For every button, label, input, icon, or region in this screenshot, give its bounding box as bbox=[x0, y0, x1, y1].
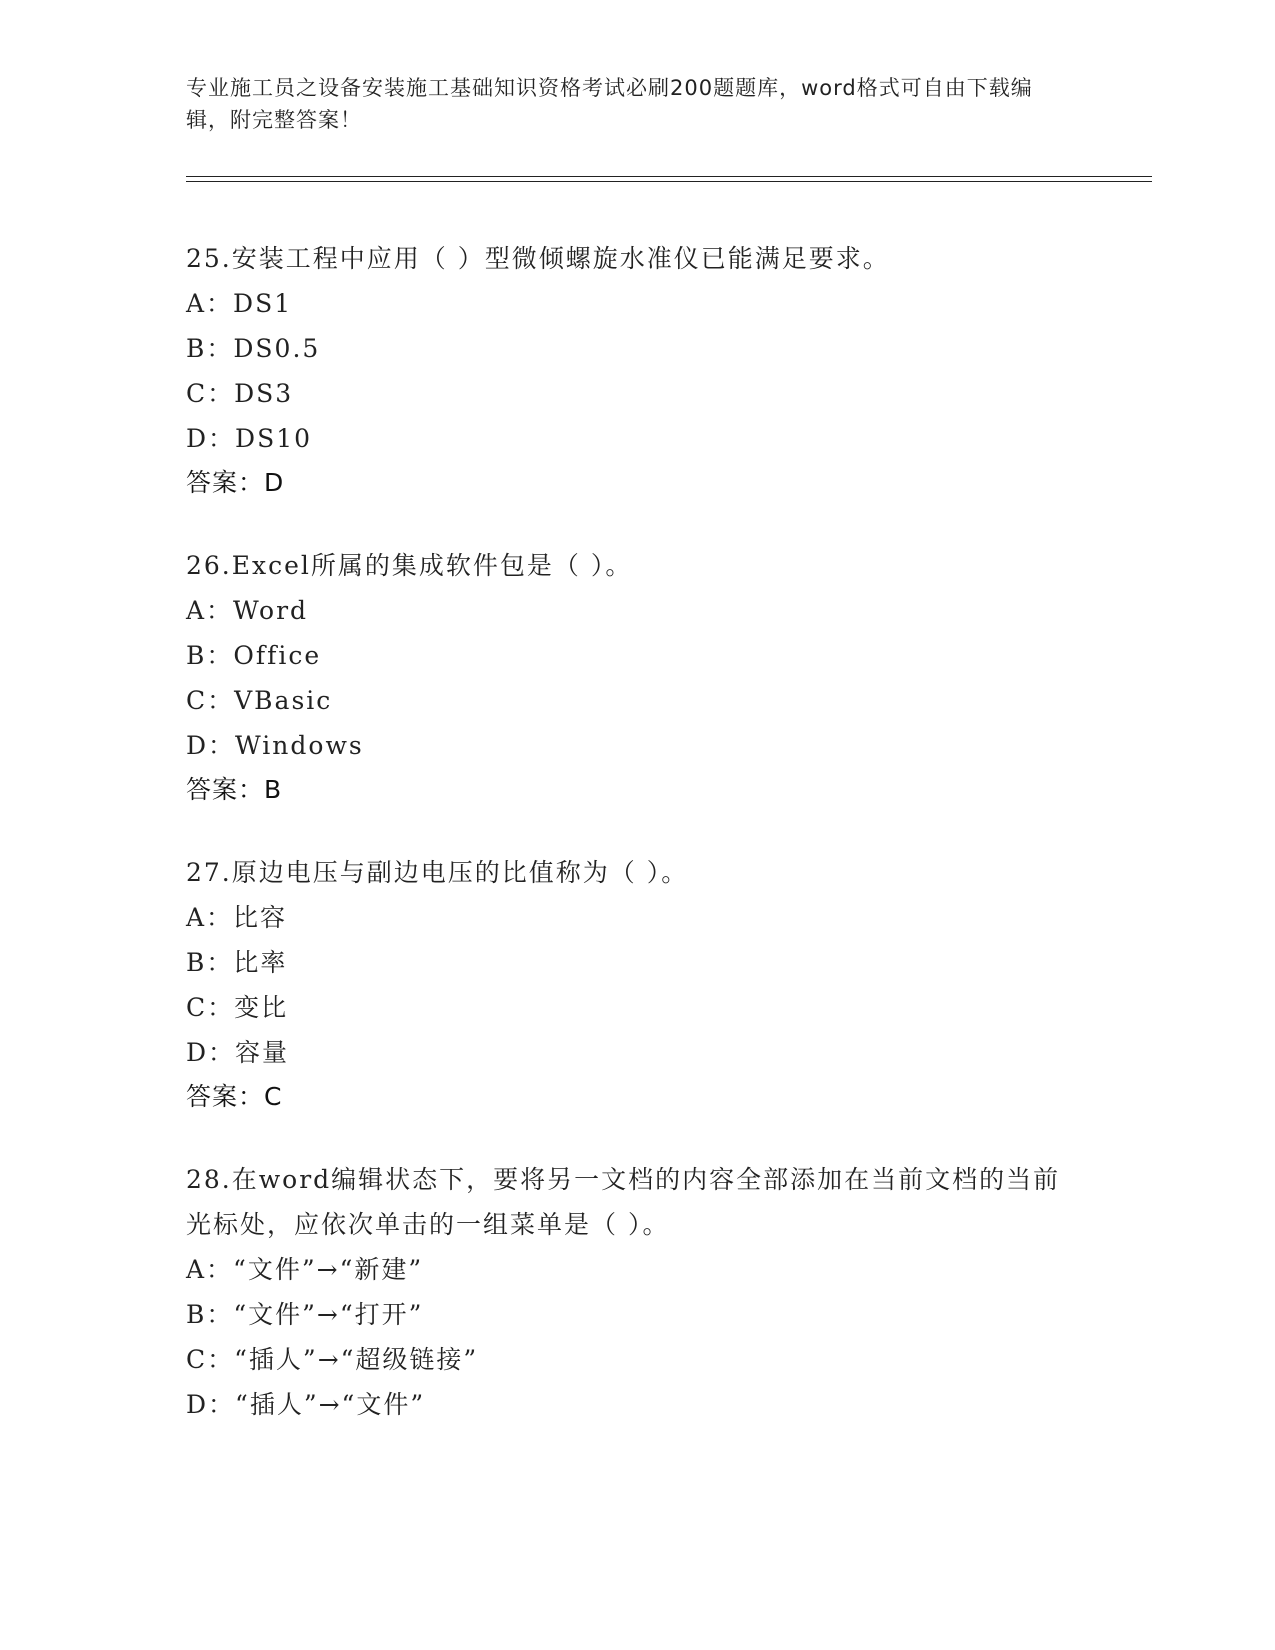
document-header: 专业施工员之设备安装施工基础知识资格考试必刷200题题库，word格式可自由下载编辑，附完整答案！ bbox=[186, 76, 1033, 132]
option-c: C：VBasic bbox=[186, 686, 333, 715]
option-b: B：Office bbox=[186, 641, 322, 670]
option-d: D：“插人”→“文件” bbox=[186, 1390, 426, 1419]
question-stem: 28.在word编辑状态下，要将另一文档的内容全部添加在当前文档的当前光标处，应依次单击的一组菜单是（ ）。 bbox=[186, 1165, 1061, 1239]
question-26 bbox=[186, 543, 1146, 812]
option-c: C：变比 bbox=[186, 993, 289, 1022]
answer-label: 答案：B bbox=[186, 775, 283, 804]
option-d: D：DS10 bbox=[186, 424, 313, 453]
option-a: A：Word bbox=[186, 596, 309, 625]
question-stem: 25.安装工程中应用（ ）型微倾螺旋水准仪已能满足要求。 bbox=[186, 244, 890, 273]
option-b: B：DS0.5 bbox=[186, 334, 321, 363]
option-d: D：Windows bbox=[186, 731, 364, 760]
question-list bbox=[186, 236, 1146, 1465]
question-stem: 26.Excel所属的集成软件包是（ ）。 bbox=[186, 551, 633, 580]
question-25 bbox=[186, 236, 1146, 505]
option-c: C：“插人”→“超级链接” bbox=[186, 1345, 479, 1374]
header-divider-top bbox=[186, 176, 1152, 177]
question-28 bbox=[186, 1157, 1146, 1427]
option-c: C：DS3 bbox=[186, 379, 294, 408]
option-d: D：容量 bbox=[186, 1038, 290, 1067]
option-a: A：比容 bbox=[186, 903, 288, 932]
answer-label: 答案：D bbox=[186, 468, 285, 497]
answer-label: 答案：C bbox=[186, 1082, 283, 1111]
option-b: B：“文件”→“打开” bbox=[186, 1300, 424, 1329]
option-a: A：DS1 bbox=[186, 289, 293, 318]
question-27 bbox=[186, 850, 1146, 1119]
option-b: B：比率 bbox=[186, 948, 288, 977]
question-stem: 27.原边电压与副边电压的比值称为（ ）。 bbox=[186, 858, 689, 887]
header-divider-bottom bbox=[186, 181, 1152, 182]
option-a: A：“文件”→“新建” bbox=[186, 1255, 424, 1284]
